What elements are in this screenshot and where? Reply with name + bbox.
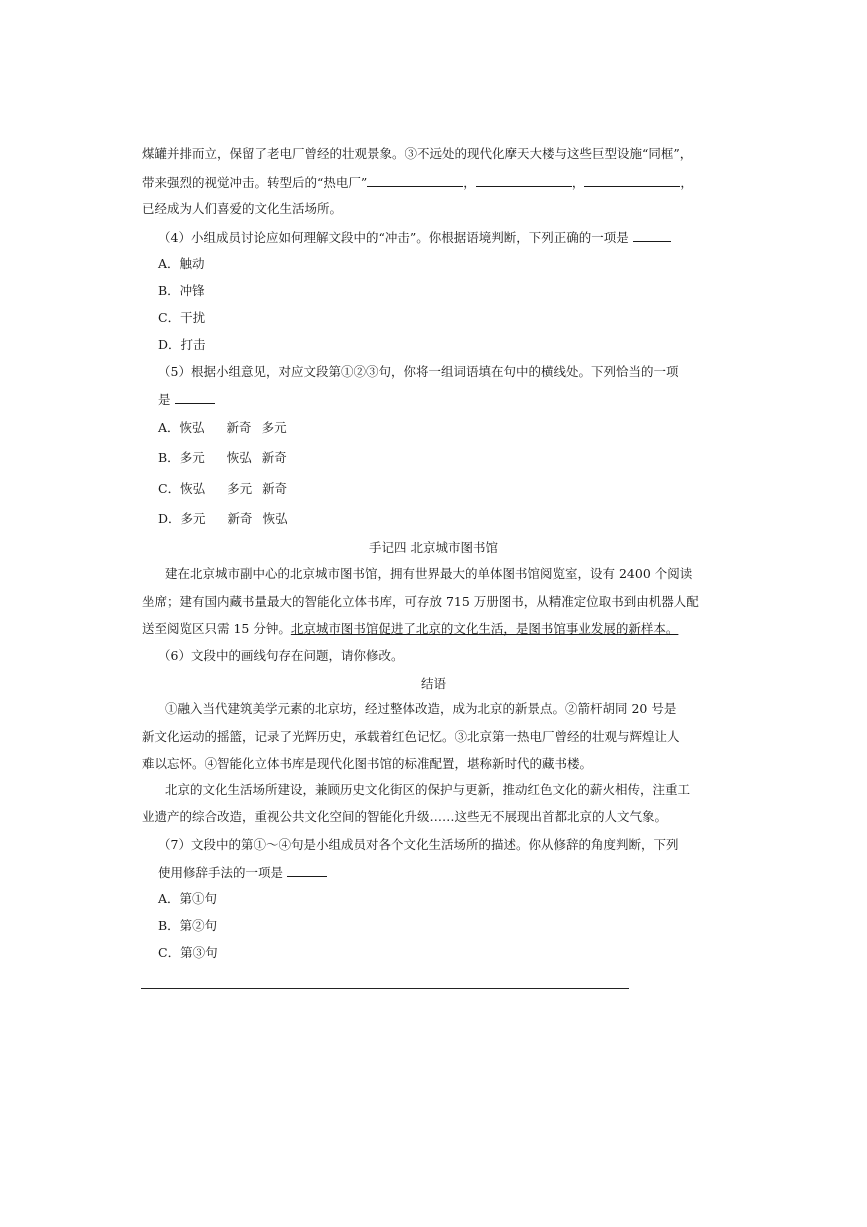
passage-line: ①融入当代建筑美学元素的北京坊，经过整体改造，成为北京的新景点。②箭杆胡同 20 号是	[165, 701, 677, 716]
option-c[interactable]: C．干扰	[158, 310, 206, 325]
question-4-stem	[158, 229, 671, 246]
option-word: 新奇	[262, 481, 288, 496]
passage-line: 建在北京城市副中心的北京城市图书馆，拥有世界最大的单体图书馆阅览室，设有 2400 个阅读	[165, 566, 693, 581]
question-5-stem: （5）根据小组意见，对应文段第①②③句，你将一组词语填在句中的横线处。下列恰当的一项	[158, 364, 679, 379]
option-letter: B．	[158, 450, 180, 465]
option-letter: D．	[158, 511, 181, 526]
option-d[interactable]: D．打击	[158, 337, 206, 352]
option-word: 恢弘	[226, 450, 252, 465]
option-c[interactable]: C．第③句	[158, 945, 218, 960]
passage-line: 难以忘怀。④智能化立体书库是现代化图书馆的标准配置，堪称新时代的藏书楼。	[142, 756, 593, 771]
passage-text: 送至阅览区只需 15 分钟。	[142, 621, 291, 636]
option-word: 恢弘	[262, 511, 288, 526]
section-title: 手记四 北京城市图书馆	[369, 540, 498, 555]
passage-line: 新文化运动的摇篮，记录了光辉历史，承载着红色记忆。③北京第一热电厂曾经的壮观与辉煌让人	[142, 729, 680, 744]
question-7-stem-cont	[158, 864, 327, 881]
punctuation: ，	[571, 175, 585, 190]
question-7-stem: （7）文段中的第①～④句是小组成员对各个文化生活场所的描述。你从修辞的角度判断，下列	[158, 837, 679, 852]
option-b[interactable]	[158, 450, 287, 466]
answer-blank[interactable]	[175, 391, 215, 404]
question-text: 是	[158, 392, 171, 407]
option-word: 多元	[180, 511, 206, 526]
answer-blank[interactable]	[287, 864, 327, 877]
question-5-stem-cont	[158, 391, 215, 408]
passage-line-with-blanks	[142, 174, 693, 191]
option-word: 新奇	[227, 511, 253, 526]
passage-line: 北京的文化生活场所建设，兼顾历史文化街区的保护与更新，推动红色文化的薪火相传，注重工	[165, 782, 691, 797]
option-letter: A．	[158, 420, 180, 435]
option-word: 新奇	[226, 420, 252, 435]
option-word: 恢弘	[180, 481, 206, 496]
option-d[interactable]	[158, 511, 288, 527]
answer-blank[interactable]	[633, 229, 671, 242]
option-word: 新奇	[261, 450, 287, 465]
option-word: 多元	[227, 481, 253, 496]
option-c[interactable]	[158, 481, 287, 497]
passage-line: 已经成为人们喜爱的文化生活场所。	[142, 201, 343, 216]
answer-blank[interactable]	[584, 174, 680, 187]
option-a[interactable]: A．触动	[158, 256, 205, 271]
footer-divider	[141, 988, 629, 989]
punctuation: ，	[680, 175, 693, 190]
option-b[interactable]: B．第②句	[158, 918, 218, 933]
section-title: 结语	[420, 676, 446, 691]
question-text: 使用修辞手法的一项是	[158, 865, 284, 880]
answer-blank[interactable]	[367, 174, 463, 187]
punctuation: ，	[463, 175, 476, 190]
question-6-stem: （6）文段中的画线句存在问题，请你修改。	[158, 648, 404, 663]
question-text: （4）小组成员讨论应如何理解文段中的“冲击”。你根据语境判断，下列正确的一项是	[158, 230, 629, 245]
option-word: 多元	[261, 420, 287, 435]
passage-line: 坐席；建有国内藏书量最大的智能化立体书库，可存放 715 万册图书，从精准定位取书到由机器人配	[142, 594, 699, 609]
option-b[interactable]: B．冲锋	[158, 283, 205, 298]
passage-text: 带来强烈的视觉冲击。转型后的“热电厂”	[142, 175, 368, 190]
passage-line: 业遗产的综合改造，重视公共文化空间的智能化升级……这些无不展现出首都北京的人文气象。	[142, 809, 668, 824]
passage-line: 煤罐并排而立，保留了老电厂曾经的壮观景象。③不远处的现代化摩天大楼与这些巨型设施“同框”，	[142, 146, 693, 161]
option-a[interactable]	[158, 420, 287, 436]
answer-blank[interactable]	[476, 174, 572, 187]
option-a[interactable]: A．第①句	[158, 891, 218, 906]
option-word: 恢弘	[179, 420, 205, 435]
option-word: 多元	[179, 450, 205, 465]
underlined-sentence: 北京城市图书馆促进了北京的文化生活，是图书馆事业发展的新样本。	[290, 621, 679, 636]
passage-line	[142, 621, 678, 637]
option-letter: C．	[158, 481, 181, 496]
